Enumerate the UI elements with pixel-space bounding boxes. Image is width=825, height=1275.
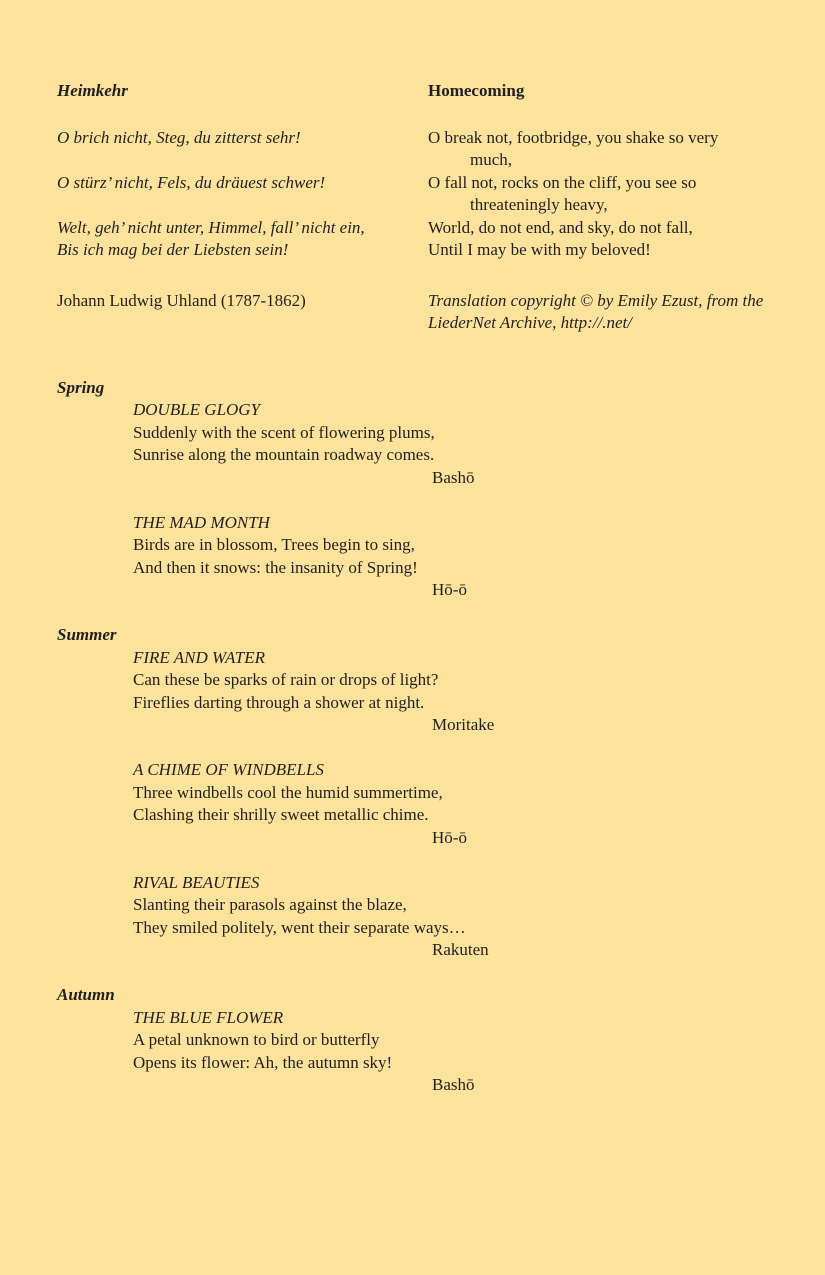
verse-line-english: O fall not, rocks on the cliff, you see so xyxy=(428,172,697,192)
haiku-line: They smiled politely, went their separate ways… xyxy=(133,917,466,937)
verse-cell-english xyxy=(428,217,790,240)
haiku-line: Opens its flower: Ah, the autumn sky! xyxy=(133,1052,393,1072)
haiku-line: A petal unknown to bird or butterfly xyxy=(133,1030,380,1049)
season-label: Spring xyxy=(57,377,105,397)
haiku-section xyxy=(57,377,790,1097)
verse-row xyxy=(57,172,790,217)
verse-line-english: World, do not end, and sky, do not fall, xyxy=(428,217,693,237)
haiku-line: Three windbells cool the humid summertime, xyxy=(133,782,443,802)
verse-row xyxy=(57,239,790,262)
haiku-stanza xyxy=(133,759,790,849)
verse-line-german: O stürz’ nicht, Fels, du dräuest schwer! xyxy=(57,172,326,192)
season-label: Autumn xyxy=(57,985,115,1004)
haiku-author: Hō-ō xyxy=(432,580,467,599)
haiku-stanza xyxy=(133,512,790,602)
verse-line-english-continuation: threateningly heavy, xyxy=(470,195,608,214)
season-label: Summer xyxy=(57,625,117,644)
poem-title-german: Heimkehr xyxy=(57,81,128,100)
verse-line-english: O break not, footbridge, you shake so very xyxy=(428,127,719,147)
verse-cell-english xyxy=(428,127,790,172)
poem-title-english: Homecoming xyxy=(428,81,525,100)
verse-line-english: Until I may be with my beloved! xyxy=(428,240,651,259)
author-attribution: Johann Ludwig Uhland (1787-1862) xyxy=(57,290,306,310)
verse-line-german: O brich nicht, Steg, du zitterst sehr! xyxy=(57,127,301,147)
haiku-line: Clashing their shrilly sweet metallic chime. xyxy=(133,805,429,824)
haiku-title: DOUBLE GLOGY xyxy=(133,400,261,419)
translation-section xyxy=(57,80,790,335)
haiku-title: RIVAL BEAUTIES xyxy=(133,872,260,892)
attribution-row xyxy=(57,290,790,335)
haiku-line: Birds are in blossom, Trees begin to sing, xyxy=(133,535,415,554)
haiku-title: A CHIME OF WINDBELLS xyxy=(133,760,324,779)
haiku-title: THE BLUE FLOWER xyxy=(133,1007,284,1027)
verse-row xyxy=(57,127,790,172)
haiku-stanza xyxy=(133,399,790,489)
haiku-author: Hō-ō xyxy=(432,827,467,847)
verse-line-german: Bis ich mag bei der Liebsten sein! xyxy=(57,240,289,259)
translation-title-row xyxy=(57,80,790,103)
verse-line-german: Welt, geh’ nicht unter, Himmel, fall’ nicht ein, xyxy=(57,217,365,237)
haiku-line: And then it snows: the insanity of Spring! xyxy=(133,557,418,577)
translation-copyright-line: Translation copyright © by Emily Ezust, from the xyxy=(428,290,764,310)
haiku-title: FIRE AND WATER xyxy=(133,647,265,667)
verse-cell-english xyxy=(428,239,790,262)
haiku-stanza xyxy=(133,872,790,962)
haiku-line: Sunrise along the mountain roadway comes. xyxy=(133,445,435,464)
haiku-line: Suddenly with the scent of flowering plums, xyxy=(133,422,435,442)
haiku-author: Rakuten xyxy=(432,940,489,959)
season-autumn xyxy=(57,984,790,1097)
haiku-author: Moritake xyxy=(432,715,495,734)
translation-copyright-line: LiederNet Archive, http://.net/ xyxy=(428,313,632,332)
haiku-author: Bashō xyxy=(432,467,475,487)
season-spring xyxy=(57,377,790,602)
verse-cell-english xyxy=(428,172,790,217)
haiku-author: Bashō xyxy=(432,1075,475,1094)
haiku-line: Can these be sparks of rain or drops of light? xyxy=(133,670,439,689)
haiku-line: Slanting their parasols against the blaze, xyxy=(133,895,407,914)
copyright-cell xyxy=(428,290,790,335)
verse-row xyxy=(57,217,790,240)
season-summer xyxy=(57,624,790,962)
haiku-stanza xyxy=(133,647,790,737)
haiku-stanza xyxy=(133,1007,790,1097)
haiku-line: Fireflies darting through a shower at night. xyxy=(133,692,425,712)
haiku-title: THE MAD MONTH xyxy=(133,512,270,532)
verse-line-english-continuation: much, xyxy=(470,150,513,169)
